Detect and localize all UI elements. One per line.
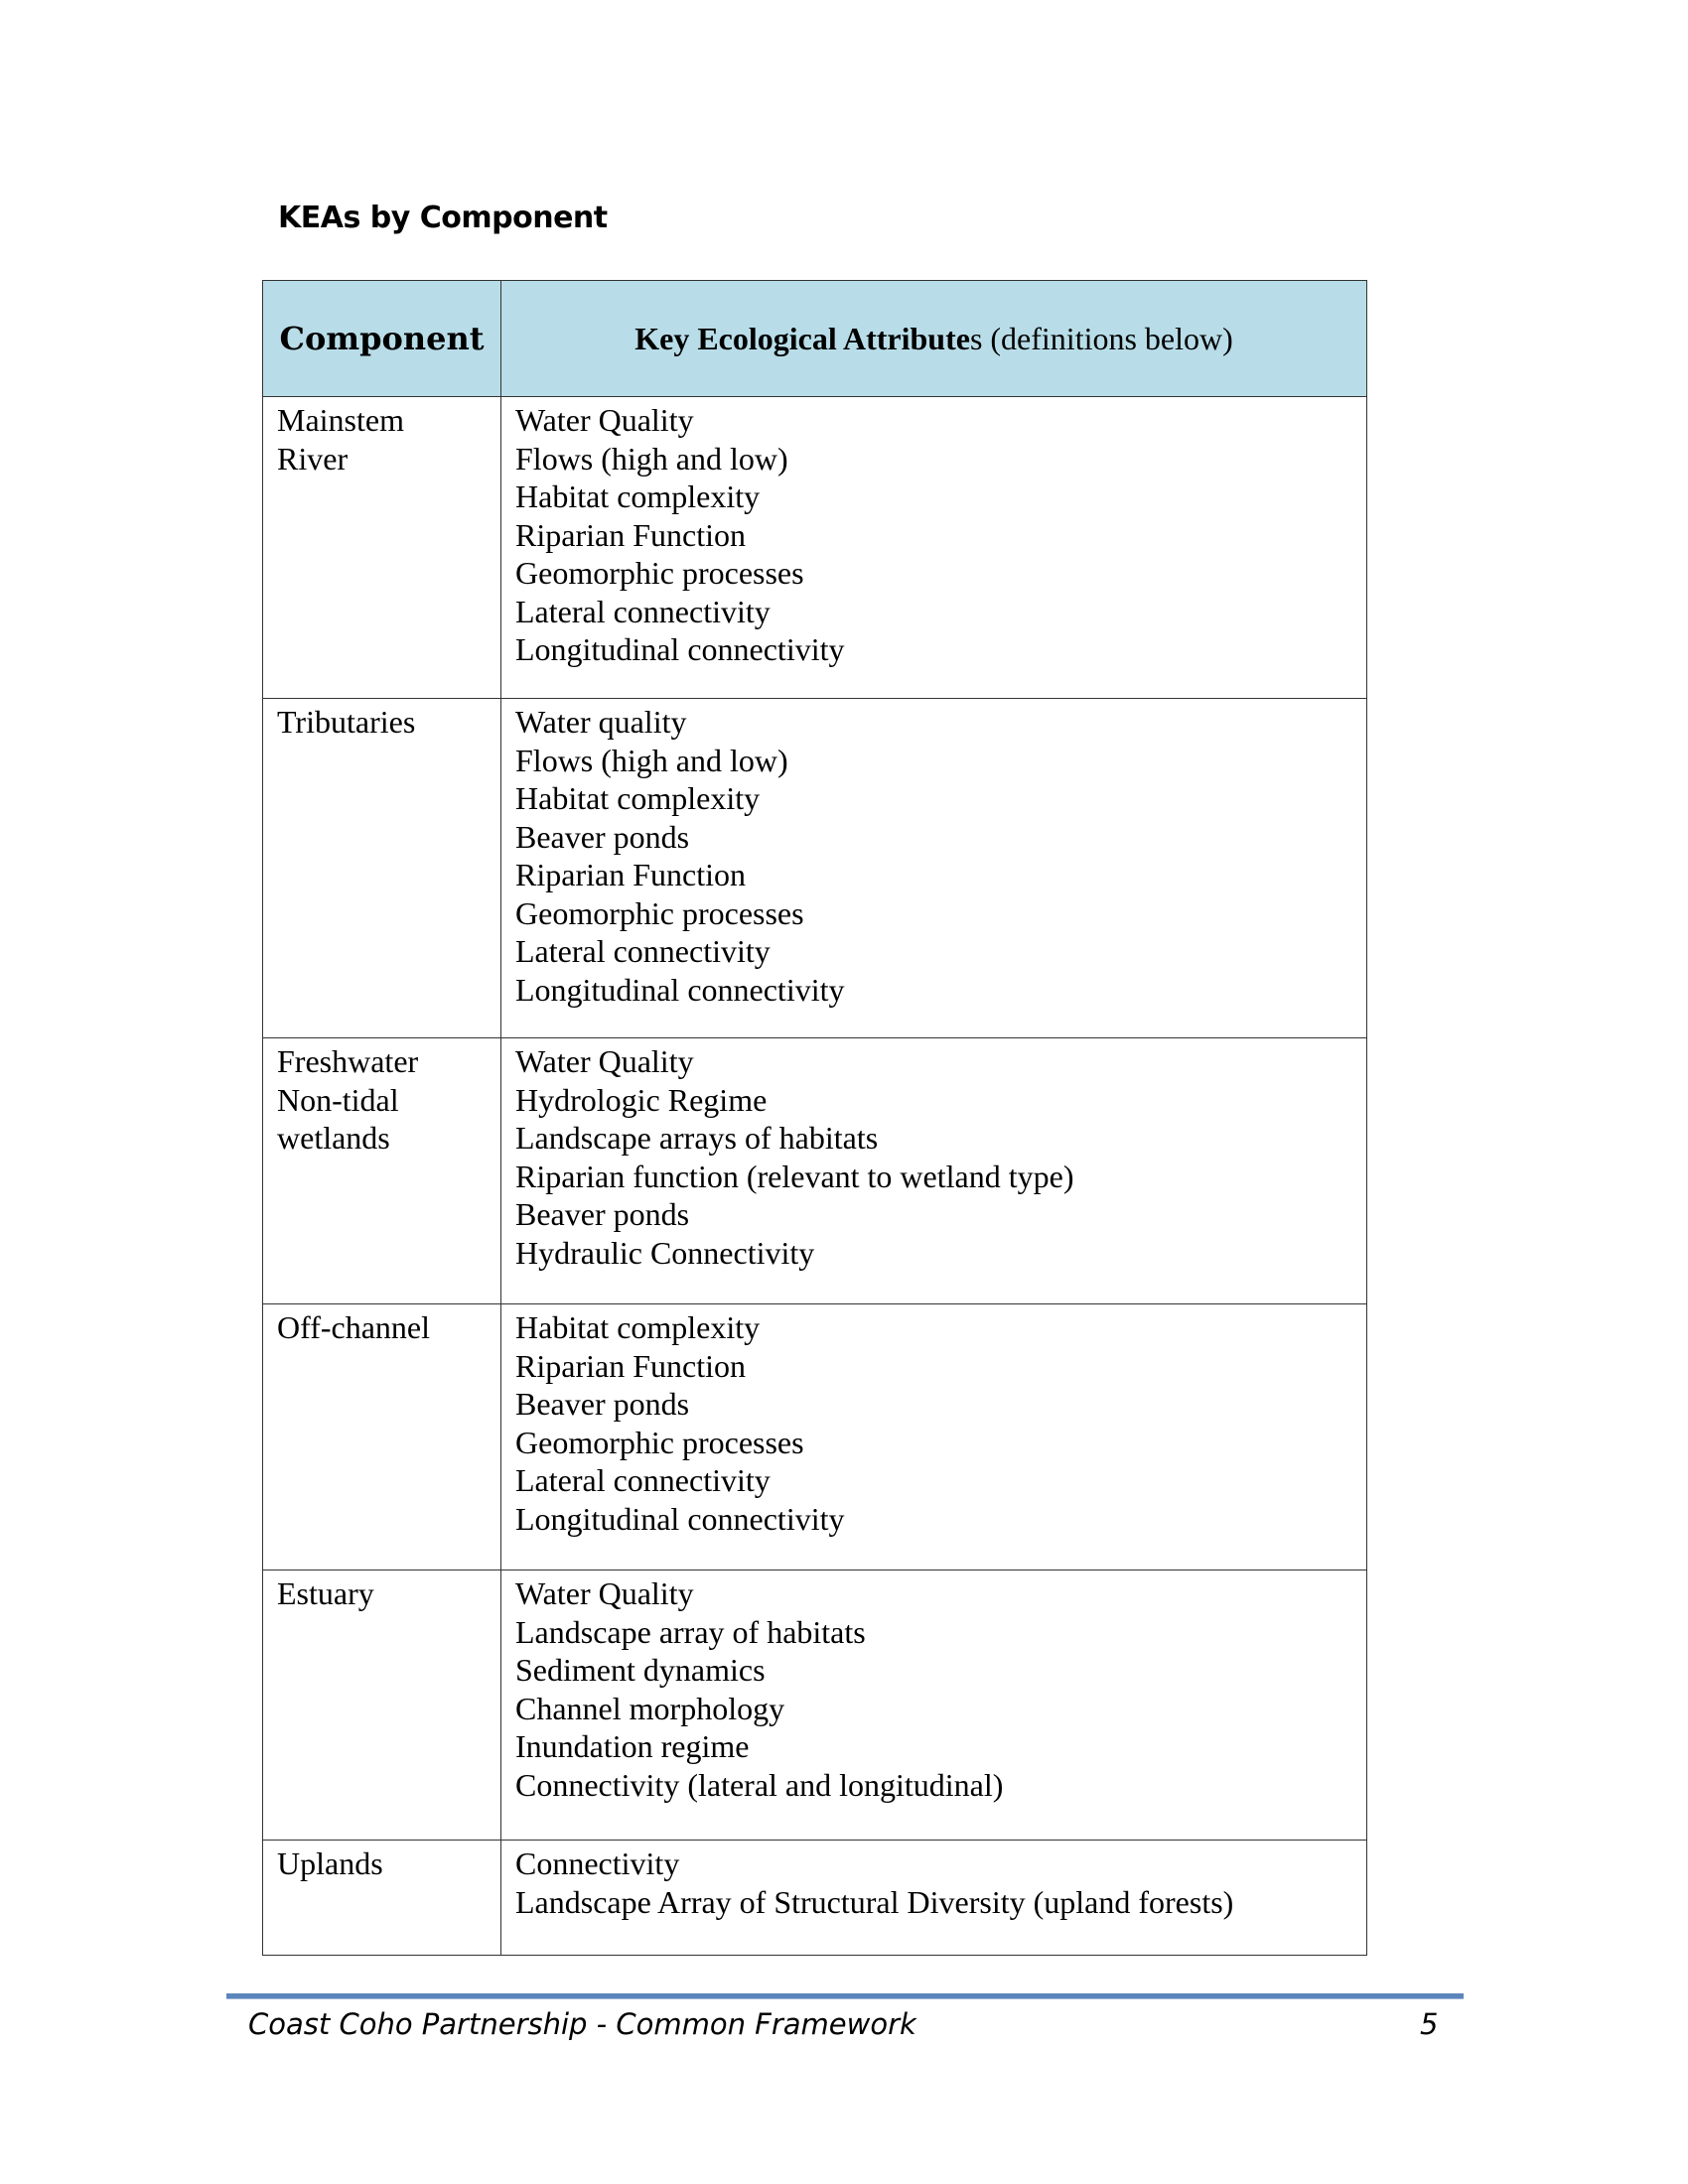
attribute-item: Landscape array of habitats (515, 1613, 866, 1650)
attribute-item: Longitudinal connectivity (515, 971, 845, 1008)
attributes-cell (501, 397, 1367, 699)
kea-table (262, 280, 1367, 1956)
attributes-cell (501, 1841, 1367, 1956)
attribute-item: Geomorphic processes (515, 555, 804, 591)
attributes-cell (501, 1304, 1367, 1570)
column-header-attributes-rest: s (definitions below) (969, 320, 1233, 356)
attribute-item: Water quality (515, 704, 687, 740)
attribute-item: Landscape Array of Structural Diversity (upland forests) (515, 1883, 1234, 1920)
attribute-item: Flows (high and low) (515, 440, 788, 477)
table-row (263, 397, 1367, 699)
column-header-component: Component (263, 281, 501, 397)
attribute-item: Geomorphic processes (515, 894, 804, 931)
attribute-item: Riparian Function (515, 516, 746, 553)
attributes-cell (501, 1570, 1367, 1841)
attribute-item: Water Quality (515, 1575, 694, 1611)
footer-rule (226, 1993, 1464, 1999)
attribute-item: Longitudinal connectivity (515, 631, 845, 667)
component-label: Tributaries (277, 704, 416, 740)
component-label: Uplands (277, 1845, 383, 1881)
component-cell (263, 699, 501, 1038)
attribute-item: Landscape arrays of habitats (515, 1120, 879, 1156)
page-title: KEAs by Component (278, 201, 608, 235)
column-header-attributes (501, 281, 1367, 397)
attribute-item: Sediment dynamics (515, 1652, 766, 1688)
attribute-item: Channel morphology (515, 1690, 785, 1726)
component-cell (263, 1841, 501, 1956)
attributes-cell (501, 1038, 1367, 1304)
component-label: Off-channel (277, 1309, 430, 1345)
component-label: River (277, 440, 349, 477)
component-label: Freshwater (277, 1043, 419, 1079)
table-row (263, 1038, 1367, 1304)
table-header-row (263, 281, 1367, 397)
attribute-item: Lateral connectivity (515, 1462, 771, 1498)
component-label: Mainstem (277, 402, 404, 438)
footer-text: Coast Coho Partnership - Common Framework (248, 2007, 916, 2041)
component-cell (263, 1570, 501, 1841)
component-label: Estuary (277, 1575, 374, 1611)
attribute-item: Hydrologic Regime (515, 1081, 768, 1118)
attribute-item: Habitat complexity (515, 1309, 761, 1345)
attribute-item: Lateral connectivity (515, 933, 771, 969)
component-cell (263, 397, 501, 699)
table-row (263, 699, 1367, 1038)
table-row (263, 1570, 1367, 1841)
attribute-item: Connectivity (lateral and longitudinal) (515, 1766, 1004, 1803)
table-body (263, 397, 1367, 1956)
table-row (263, 1841, 1367, 1956)
attribute-item: Lateral connectivity (515, 593, 771, 629)
attribute-item: Riparian function (relevant to wetland type) (515, 1158, 1074, 1194)
table-row (263, 1304, 1367, 1570)
attribute-item: Habitat complexity (515, 780, 761, 816)
attribute-item: Geomorphic processes (515, 1424, 804, 1460)
component-label: wetlands (277, 1120, 390, 1156)
page-number: 5 (1420, 2007, 1439, 2041)
attribute-item: Inundation regime (515, 1728, 750, 1764)
attribute-item: Beaver ponds (515, 1196, 690, 1232)
column-header-attributes-bold: Key Ecological Attribute (634, 320, 970, 356)
attribute-item: Hydraulic Connectivity (515, 1234, 815, 1271)
attributes-cell (501, 699, 1367, 1038)
attribute-item: Water Quality (515, 402, 694, 438)
attribute-item: Riparian Function (515, 1347, 746, 1384)
attribute-item: Riparian Function (515, 857, 746, 892)
attribute-item: Water Quality (515, 1043, 694, 1079)
attribute-item: Beaver ponds (515, 1386, 690, 1422)
component-label: Non-tidal (277, 1081, 399, 1118)
attribute-item: Beaver ponds (515, 818, 690, 855)
attribute-item: Connectivity (515, 1845, 680, 1881)
component-cell (263, 1304, 501, 1570)
attribute-item: Flows (high and low) (515, 742, 788, 778)
attribute-item: Longitudinal connectivity (515, 1500, 845, 1537)
component-cell (263, 1038, 501, 1304)
attribute-item: Habitat complexity (515, 478, 761, 514)
